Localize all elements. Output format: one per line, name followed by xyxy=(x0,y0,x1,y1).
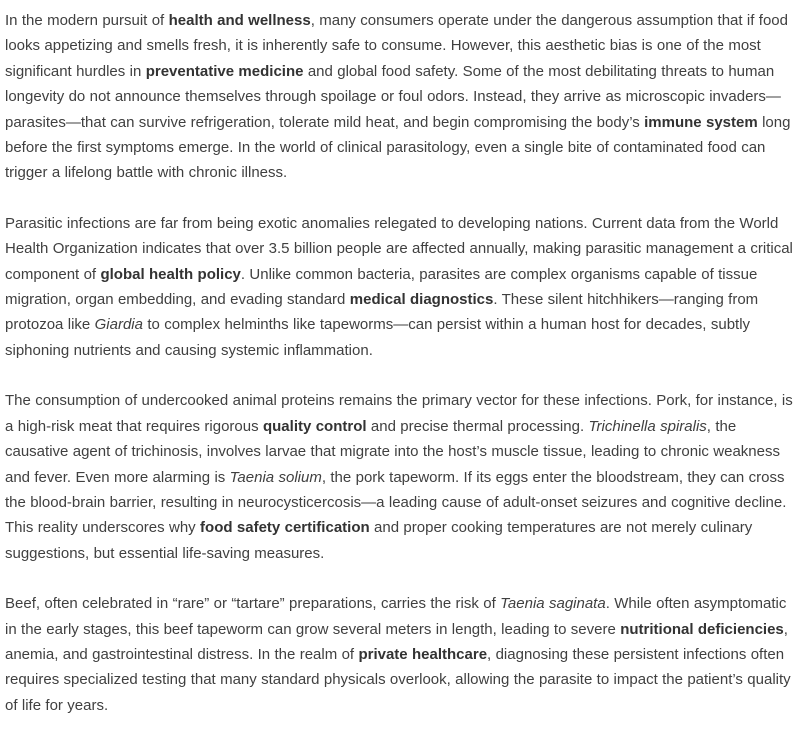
paragraph-text: . While often asymptomatic in the early stages, this beef tapeworm can grow several meters in length, leading to severe xyxy=(5,595,787,638)
paragraph-text: and precise thermal processing. xyxy=(366,417,589,435)
bold-keyword: nutritional deficiencies xyxy=(620,620,784,638)
bold-keyword: medical diagnostics xyxy=(349,291,494,309)
paragraph-text: . These silent hitchhikers—ranging from protozoa like xyxy=(5,291,759,334)
bold-keyword: immune system xyxy=(644,113,758,131)
bold-keyword: health and wellness xyxy=(168,12,311,29)
paragraph-text: , many consumers operate under the dangerous assumption that if food looks appetizing and smells fresh, it is inherently safe to consume. However, this aesthetic bias is one of the most significant hurdles in xyxy=(5,12,788,80)
article-paragraph xyxy=(5,8,793,186)
paragraph-text: The consumption of undercooked animal proteins remains the primary vector for these infections. Pork, for instance, is a high-risk meat that requires rigorous xyxy=(5,392,793,435)
italic-species-name: Trichinella spiralis xyxy=(588,417,707,435)
paragraph-text: , anemia, and gastrointestinal distress. In the realm of xyxy=(5,620,788,663)
paragraph-text: In the modern pursuit of xyxy=(5,12,169,29)
paragraph-text: to complex helminths like tapeworms—can persist within a human host for decades, subtly siphoning nutrients and causing systemic inflammation. xyxy=(5,316,751,359)
paragraph-text: , the causative agent of trichinosis, involves larvae that migrate into the host’s muscle tissue, leading to chronic weakness and fever. Even more alarming is xyxy=(5,417,780,486)
bold-keyword: private healthcare xyxy=(358,645,488,663)
paragraph-text: Parasitic infections are far from being exotic anomalies relegated to developing nations. Current data from the World Health Organization indicates that over 3.5 billion people are affected annually, making parasitic management a critical component of xyxy=(5,214,793,283)
bold-keyword: food safety certification xyxy=(200,519,370,537)
paragraph-text: and proper cooking temperatures are not merely culinary suggestions, but essential life-saving measures. xyxy=(5,519,753,562)
italic-species-name: Taenia saginata xyxy=(500,595,606,613)
italic-species-name: Taenia solium xyxy=(229,468,322,486)
bold-keyword: global health policy xyxy=(100,265,241,283)
bold-keyword: preventative medicine xyxy=(145,62,304,80)
bold-keyword: quality control xyxy=(262,417,367,435)
article-paragraph xyxy=(5,211,793,363)
article-paragraph xyxy=(5,388,793,566)
paragraph-text: , the pork tapeworm. If its eggs enter the bloodstream, they can cross the blood-brain barrier, resulting in neurocysticercosis—a leading cause of adult-onset seizures and cognitive decline. This reality underscores why xyxy=(5,468,787,537)
italic-species-name: Giardia xyxy=(94,316,143,334)
article-paragraph xyxy=(5,591,793,718)
paragraph-text: Beef, often celebrated in “rare” or “tartare” preparations, carries the risk of xyxy=(5,595,501,613)
paragraph-text: . Unlike common bacteria, parasites are complex organisms capable of tissue migration, organ embedding, and evading standard xyxy=(5,265,758,309)
paragraph-text: long before the first symptoms emerge. In the world of clinical parasitology, even a single bite of contaminated food can trigger a lifelong battle with chronic illness. xyxy=(5,113,791,182)
paragraph-text: and global food safety. Some of the most debilitating threats to human longevity do not announce themselves through spoilage or foul odors. Instead, they arrive as microscopic invaders—parasites—that can survive refrigeration, tolerate mild heat, and begin compromising the body’s xyxy=(5,62,781,131)
paragraph-text: , diagnosing these persistent infections often requires specialized testing that many standard physicals overlook, allowing the parasite to impact the patient’s quality of life for years. xyxy=(5,645,791,714)
